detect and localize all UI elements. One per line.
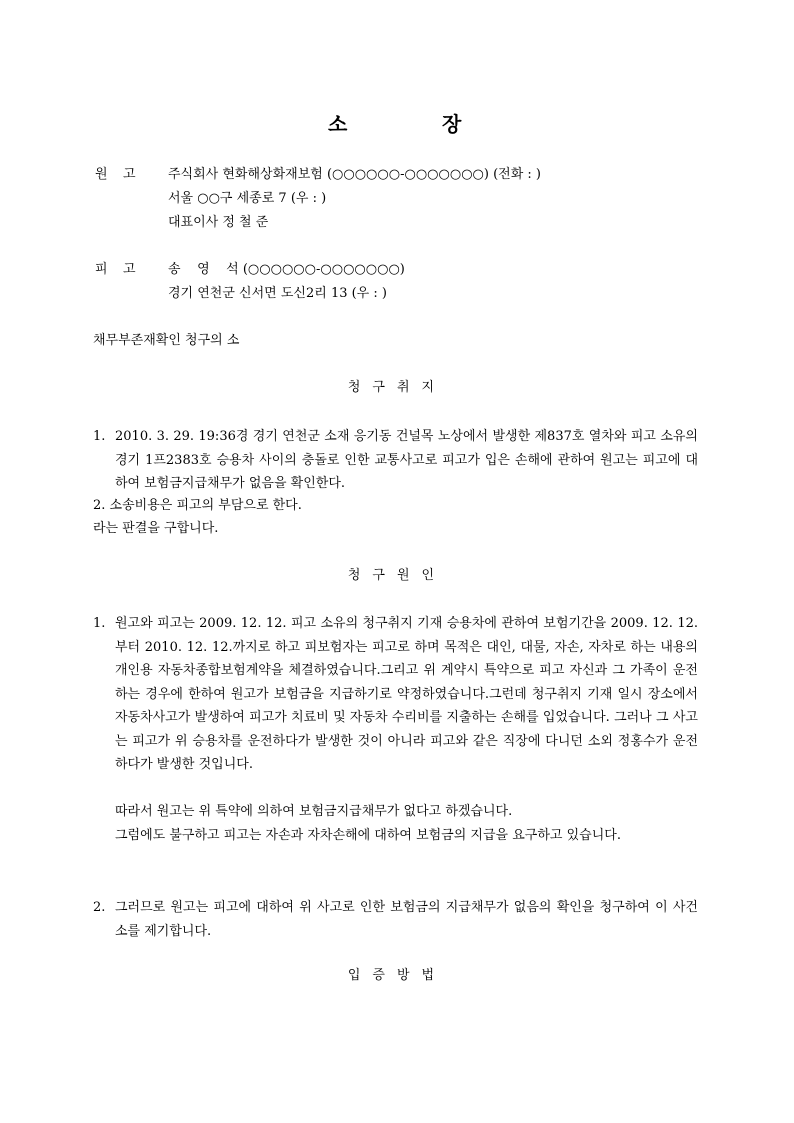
claim-cause-item-1-text: 원고와 피고는 2009. 12. 12. 피고 소유의 청구취지 기재 승용차에 관하여 보험기간을 2009. 12. 12.부터 2010. 12. 12.까지로 하고 피보험자는 피고로 하며 목적은 대인, 대물, 자손, 자차로 하는 내용의 개인용 자동차종합보험계약을 체결하였습니다.그리고 위 계약시 특약으로 피고 자신과 그 가족이 운전하는 경우에 한하여 원고가 보험금을 지급하기로 약정하였습니다.그런데 청구취지 기재 일시 장소에서 자동차사고가 발생하여 피고가 치료비 및 자동차 수리비를 지출하는 손해를 입었습니다. 그러나 그 사고는 피고가 위 승용차를 운전하다가 발생한 것이 아니라 피고와 같은 직장에 다니던 소외 정홍수가 운전하다가 발생한 것입니다. (115, 616, 698, 772)
claim-cause-item-1-paragraph-3: 그럼에도 불구하고 피고는 자손과 자차손해에 대하여 보험금의 지급을 요구하고 있습니다. (115, 828, 621, 843)
plaintiff-label-char-2: 고 (123, 167, 136, 182)
claim-cause-item-1-paragraph-2: 따라서 원고는 위 특약에 의하여 보험금지급채무가 없다고 하겠습니다. (115, 804, 513, 819)
claim-cause-heading: 청구원인 (347, 568, 447, 583)
defendant-label-char-1: 피 (95, 262, 108, 277)
case-name: 채무부존재확인 청구의 소 (93, 333, 240, 348)
evidence-heading: 입증방법 (347, 968, 447, 983)
plaintiff-label-char-1: 원 (95, 167, 108, 182)
plaintiff-line-2: 서울 ○○구 세종로 7 (우 : ) (168, 191, 327, 206)
claim-purpose-item-1 (93, 425, 698, 496)
defendant-label-char-2: 고 (123, 262, 136, 277)
claim-purpose-heading: 청구취지 (347, 380, 447, 395)
claim-purpose-closing: 라는 판결을 구합니다. (93, 521, 219, 536)
title-char-1: 소 (328, 112, 348, 136)
claim-cause-item-2-text: 그러므로 원고는 피고에 대하여 위 사고로 인한 보험금의 지급채무가 없음의 확인을 청구하여 이 사건 소를 제기합니다. (115, 900, 698, 939)
plaintiff-line-1: 주식회사 현화해상화재보험 (○○○○○○-○○○○○○○) (전화 : ) (168, 167, 541, 182)
claim-purpose-item-1-text: 2010. 3. 29. 19:36경 경기 연천군 소재 응기동 건널목 노상에서 발생한 제837호 열차와 피고 소유의 경기 1프2383호 승용차 사이의 충돌로 인한 교통사고로 피고가 입은 손해에 관하여 원고는 피고에 대하여 보험금지급채무가 없음을 확인한다. (115, 429, 698, 491)
defendant-line-2: 경기 연천군 신서면 도신2리 13 (우 : ) (168, 286, 387, 301)
claim-cause-item-1 (93, 612, 698, 777)
claim-cause-item-2 (93, 896, 698, 943)
title-char-2: 장 (442, 112, 462, 136)
plaintiff-line-3: 대표이사 정 철 준 (168, 215, 269, 230)
claim-purpose-item-2: 2. 소송비용은 피고의 부담으로 한다. (93, 498, 302, 513)
claim-cause-item-1-number: 1. (93, 616, 106, 631)
claim-cause-item-2-number: 2. (93, 900, 106, 915)
defendant-line-1: 송 영 석 (○○○○○○-○○○○○○○) (168, 262, 405, 277)
claim-purpose-item-1-number: 1. (93, 429, 106, 444)
